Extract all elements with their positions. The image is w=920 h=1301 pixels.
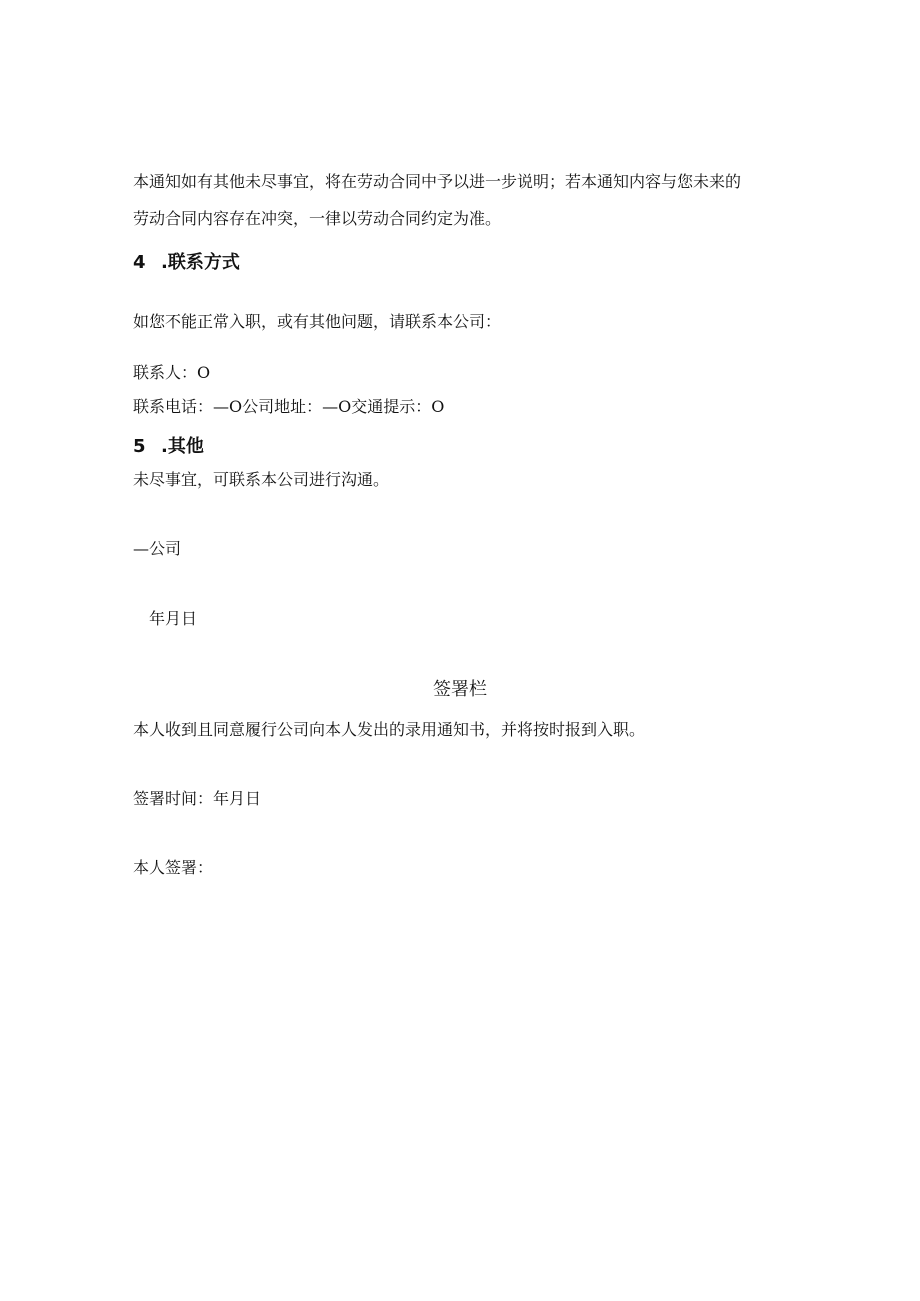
section-5-text: 未尽事宜，可联系本公司进行沟通。: [133, 470, 390, 489]
signature-statement: 本人收到且同意履行公司向本人发出的录用通知书，并将按时报到入职。: [133, 720, 646, 739]
issue-date: 年月日: [149, 609, 198, 628]
note-paragraph-line-1: 本通知如有其他未尽事宜，将在劳动合同中予以进一步说明；若本通知内容与您未来的: [133, 172, 742, 191]
company-name: —公司: [133, 539, 182, 558]
contact-intro: 如您不能正常入职，或有其他问题，请联系本公司：: [133, 312, 502, 331]
signature-section-title: 签署栏: [433, 679, 487, 700]
section-4-title: .联系方式: [161, 252, 240, 273]
section-5-heading: [133, 438, 204, 456]
section-4-number: 4: [133, 252, 146, 273]
section-4-heading: [133, 254, 240, 272]
section-5-number: 5: [133, 436, 146, 457]
contact-details: 联系电话：—O公司地址：—O交通提示：O: [133, 397, 445, 416]
signer-field: 本人签署：: [133, 858, 214, 877]
note-paragraph-line-2: 劳动合同内容存在冲突，一律以劳动合同约定为准。: [133, 209, 502, 228]
contact-person: 联系人：O: [133, 363, 211, 382]
signature-time: 签署时间：年月日: [133, 789, 262, 808]
section-5-title: .其他: [161, 436, 204, 457]
